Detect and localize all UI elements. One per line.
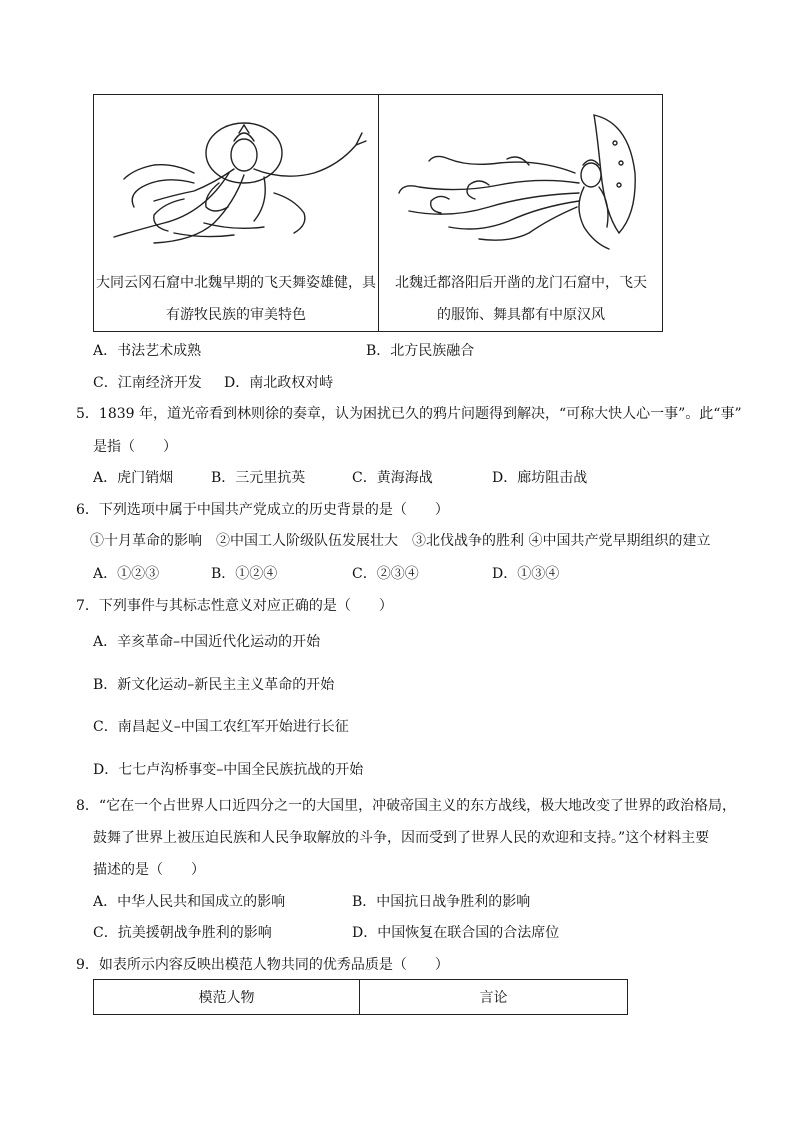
q9-table-header-remarks: 言论 — [479, 990, 508, 1006]
yungang-flying-apsara-image — [94, 103, 378, 263]
q7-stem: 7．下列事件与其标志性意义对应正确的是（ ） — [76, 598, 393, 614]
q8-option-a: A．中华人民共和国成立的影响 — [93, 894, 286, 910]
q7-option-b: B．新文化运动–新民主主义革命的开始 — [93, 677, 335, 693]
q8-option-b: B．中国抗日战争胜利的影响 — [352, 894, 531, 910]
q5-option-a: A．虎门销烟 — [93, 470, 174, 486]
figure-table — [93, 94, 663, 332]
q4-option-c: C．江南经济开发 — [93, 375, 202, 391]
q5-option-b: B．三元里抗英 — [211, 470, 306, 486]
longmen-caption-line2: 的服饰、舞具都有中原汉风 — [437, 307, 605, 323]
q6-option-d: D．①③④ — [492, 566, 560, 582]
q5-option-c: C．黄海海战 — [352, 470, 433, 486]
yungang-caption-line2: 有游牧民族的审美特色 — [166, 307, 306, 323]
figure-cell-yungang — [94, 95, 378, 331]
q6-option-b: B．①②④ — [211, 566, 278, 582]
q6-option-c: C．②③④ — [352, 566, 419, 582]
longmen-flying-apsara-image — [379, 103, 663, 263]
q8-option-d: D．中国恢复在联合国的合法席位 — [352, 925, 560, 941]
q5-stem-line1: 5．1839 年，道光帝看到林则徐的奏章，认为困扰已久的鸦片问题得到解决，“可称大快人心一事”。此“事” — [76, 406, 742, 422]
q9-table — [93, 979, 628, 1015]
q6-items: ①十月革命的影响 ②中国工人阶级队伍发展壮大 ③北伐战争的胜利 ④中国共产党早期组织的建立 — [90, 533, 711, 549]
q4-option-b: B．北方民族融合 — [366, 343, 475, 359]
figure-cell-longmen — [379, 95, 663, 331]
q8-stem-line1: 8．“它在一个占世界人口近四分之一的大国里，冲破帝国主义的东方战线，极大地改变了世界的政治格局， — [76, 798, 737, 814]
q9-stem: 9．如表所示内容反映出模范人物共同的优秀品质是（ ） — [76, 957, 449, 973]
q6-option-a: A．①②③ — [93, 566, 160, 582]
q8-stem-line3: 描述的是（ ） — [93, 862, 205, 878]
q7-option-c: C．南昌起义–中国工农红军开始进行长征 — [93, 719, 349, 735]
q7-option-a: A．辛亥革命–中国近代化运动的开始 — [93, 634, 321, 650]
q5-option-d: D．廊坊阻击战 — [492, 470, 588, 486]
q8-option-c: C．抗美援朝战争胜利的影响 — [93, 925, 272, 941]
q8-stem-line2: 鼓舞了世界上被压迫民族和人民争取解放的斗争，因而受到了世界人民的欢迎和支持。”这个材料主要 — [93, 830, 710, 846]
q6-stem: 6．下列选项中属于中国共产党成立的历史背景的是（ ） — [76, 502, 449, 518]
yungang-caption-line1: 大同云冈石窟中北魏早期的飞天舞姿雄健，具 — [96, 275, 376, 291]
q7-option-d: D．七七卢沟桥事变–中国全民族抗战的开始 — [93, 762, 364, 778]
q4-option-d: D．南北政权对峙 — [224, 375, 334, 391]
q9-table-header-person: 模范人物 — [94, 980, 360, 1014]
q5-stem-line2: 是指（ ） — [93, 439, 177, 455]
q4-option-a: A．书法艺术成熟 — [93, 343, 202, 359]
longmen-caption-line1: 北魏迁都洛阳后开凿的龙门石窟中，飞天 — [395, 275, 647, 291]
